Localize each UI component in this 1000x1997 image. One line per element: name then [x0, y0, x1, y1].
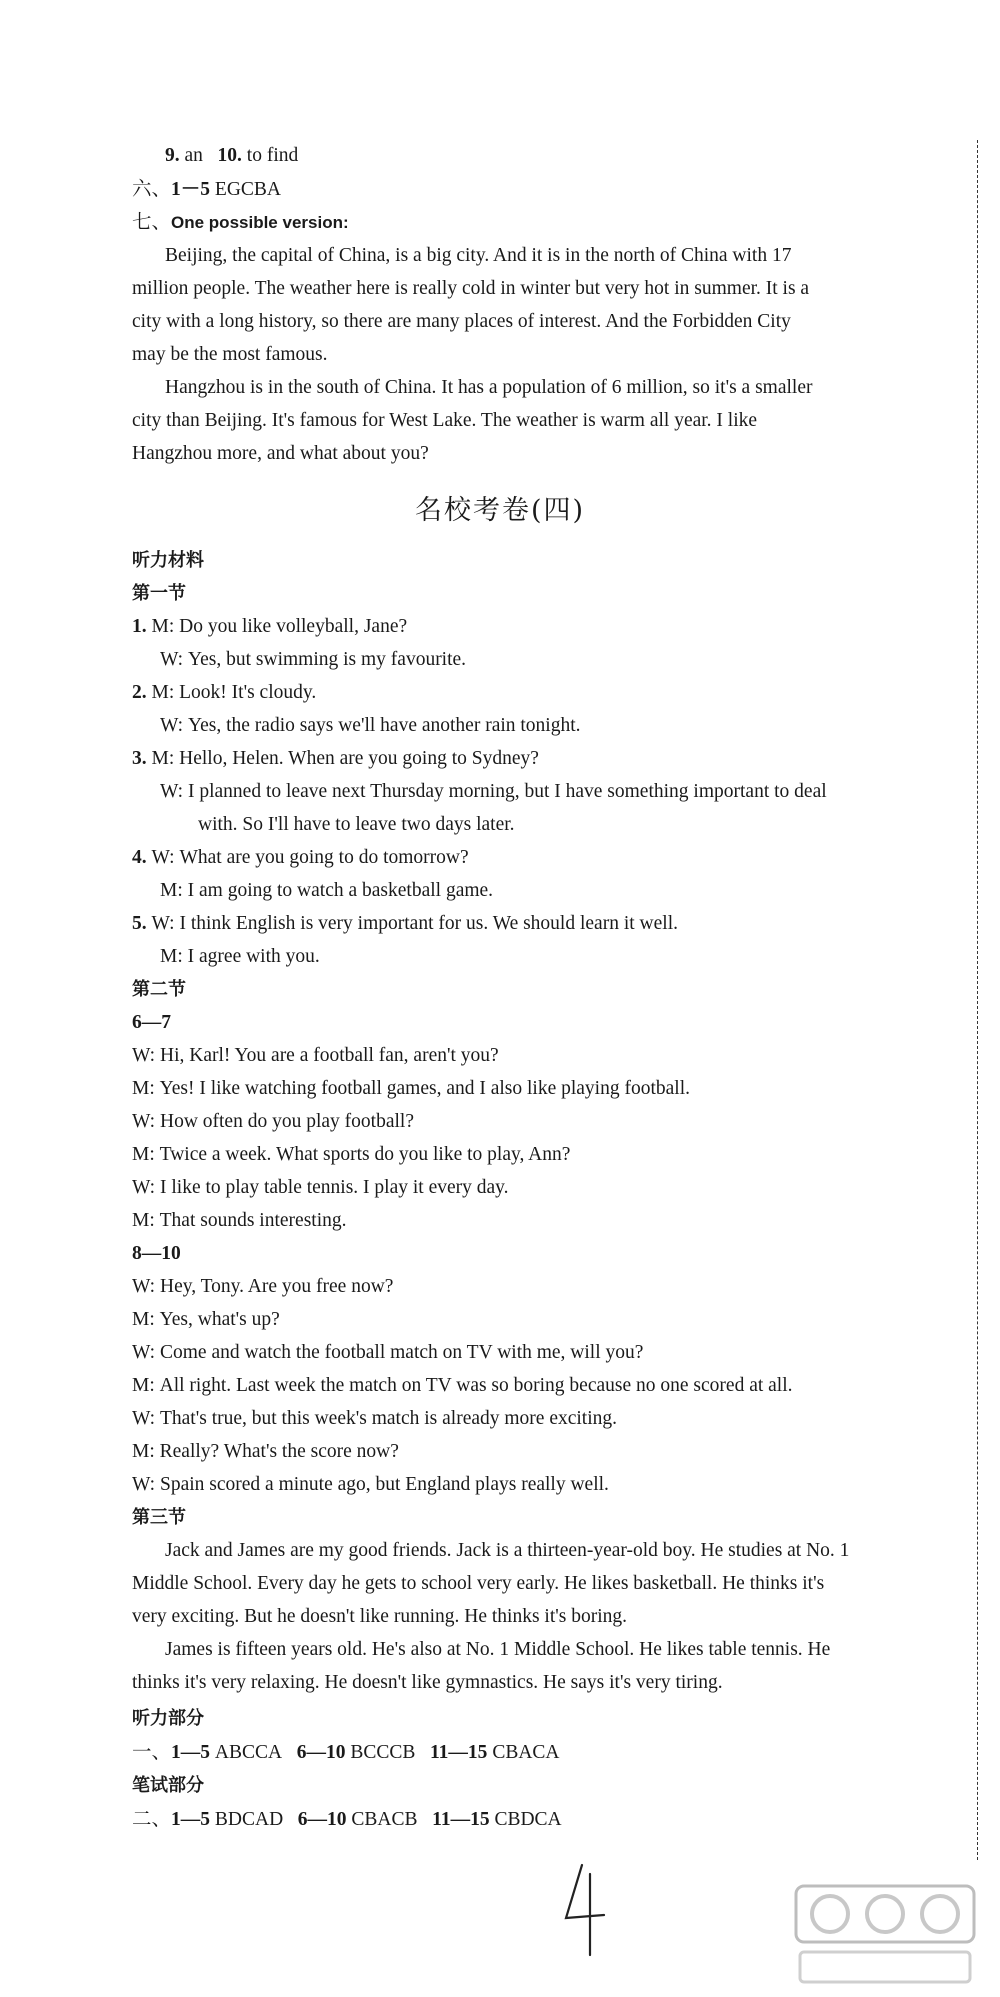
dialog-line: W: Spain scored a minute ago, but England plays really well.	[132, 1474, 609, 1495]
dialog-line: M: Yes! I like watching football games, and I also like playing football.	[132, 1078, 691, 1099]
binding-margin-line	[977, 140, 978, 1860]
section-three-heading: 第三节	[132, 1507, 186, 1528]
listening-answers-heading: 听力部分	[132, 1708, 204, 1729]
dialog-line: W: How often do you play football?	[132, 1111, 414, 1132]
listening-material-heading: 听力材料	[132, 550, 204, 571]
passage-line: very exciting. But he doesn't like running. He thinks it's boring.	[132, 1606, 628, 1627]
essay-line: city with a long history, so there are many places of interest. And the Forbidden City	[132, 311, 791, 332]
dialog-line: W: That's true, but this week's match is already more exciting.	[132, 1408, 618, 1429]
essay-line: city than Beijing. It's famous for West Lake. The weather is warm all year. I like	[132, 410, 758, 431]
dialog-line: 5. W: I think English is very important for us. We should learn it well.	[132, 913, 678, 934]
dialog-line: 4. W: What are you going to do tomorrow?	[132, 847, 469, 868]
dialog-line: M: That sounds interesting.	[132, 1210, 347, 1231]
essay-line: Beijing, the capital of China, is a big city. And it is in the north of China with 17	[165, 245, 792, 266]
dialog-line: with. So I'll have to leave two days later.	[198, 814, 515, 835]
dialog-line: 2. M: Look! It's cloudy.	[132, 682, 317, 703]
dialog-line: 3. M: Hello, Helen. When are you going to Sydney?	[132, 748, 539, 769]
dialog-line: M: Twice a week. What sports do you like to play, Ann?	[132, 1144, 571, 1165]
handwritten-page-number	[560, 1860, 610, 1960]
site-watermark	[790, 1880, 990, 1990]
passage-line: Middle School. Every day he gets to school very early. He likes basketball. He thinks it's	[132, 1573, 825, 1594]
answers-part-two: 二、1—5 BDCAD 6—10 CBACB 11—15 CBDCA	[132, 1809, 562, 1830]
dialog-line: M: I agree with you.	[160, 946, 320, 967]
dialog-line: M: Really? What's the score now?	[132, 1441, 399, 1462]
answer-line-9-10: 9. an 10. to find	[165, 145, 299, 166]
dialog-line: W: Yes, the radio says we'll have another rain tonight.	[160, 715, 581, 736]
dialog-line: W: Hey, Tony. Are you free now?	[132, 1276, 394, 1297]
answer-line-seven: 七、One possible version:	[132, 212, 349, 233]
passage-line: thinks it's very relaxing. He doesn't like gymnastics. He says it's very tiring.	[132, 1672, 723, 1693]
essay-line: million people. The weather here is really cold in winter but very hot in summer. It is a	[132, 278, 810, 299]
section-two-heading: 第二节	[132, 979, 186, 1000]
passage-line: Jack and James are my good friends. Jack is a thirteen-year-old boy. He studies at No. 1	[165, 1540, 850, 1561]
dialog-line: M: Yes, what's up?	[132, 1309, 280, 1330]
range-6-7: 6—7	[132, 1012, 171, 1033]
dialog-line: M: I am going to watch a basketball game.	[160, 880, 494, 901]
dialog-line: 1. M: Do you like volleyball, Jane?	[132, 616, 408, 637]
exam-title: 名校考卷(四)	[414, 495, 586, 526]
answer-line-six: 六、1－5 EGCBA	[132, 179, 281, 200]
dialog-line: W: I like to play table tennis. I play it every day.	[132, 1177, 509, 1198]
dialog-line: W: Come and watch the football match on TV with me, will you?	[132, 1342, 644, 1363]
dialog-line: W: Yes, but swimming is my favourite.	[160, 649, 467, 670]
written-answers-heading: 笔试部分	[132, 1775, 204, 1796]
essay-line: Hangzhou more, and what about you?	[132, 443, 429, 464]
passage-line: James is fifteen years old. He's also at No. 1 Middle School. He likes table tennis. He	[165, 1639, 831, 1660]
answers-part-one: 一、1—5 ABCCA 6—10 BCCCB 11—15 CBACA	[132, 1742, 560, 1763]
essay-line: may be the most famous.	[132, 344, 328, 365]
range-8-10: 8—10	[132, 1243, 181, 1264]
dialog-line: W: I planned to leave next Thursday morning, but I have something important to deal	[160, 781, 827, 802]
essay-line: Hangzhou is in the south of China. It has a population of 6 million, so it's a smaller	[165, 377, 813, 398]
dialog-line: W: Hi, Karl! You are a football fan, aren't you?	[132, 1045, 499, 1066]
dialog-line: M: All right. Last week the match on TV was so boring because no one scored at all.	[132, 1375, 793, 1396]
section-one-heading: 第一节	[132, 583, 186, 604]
